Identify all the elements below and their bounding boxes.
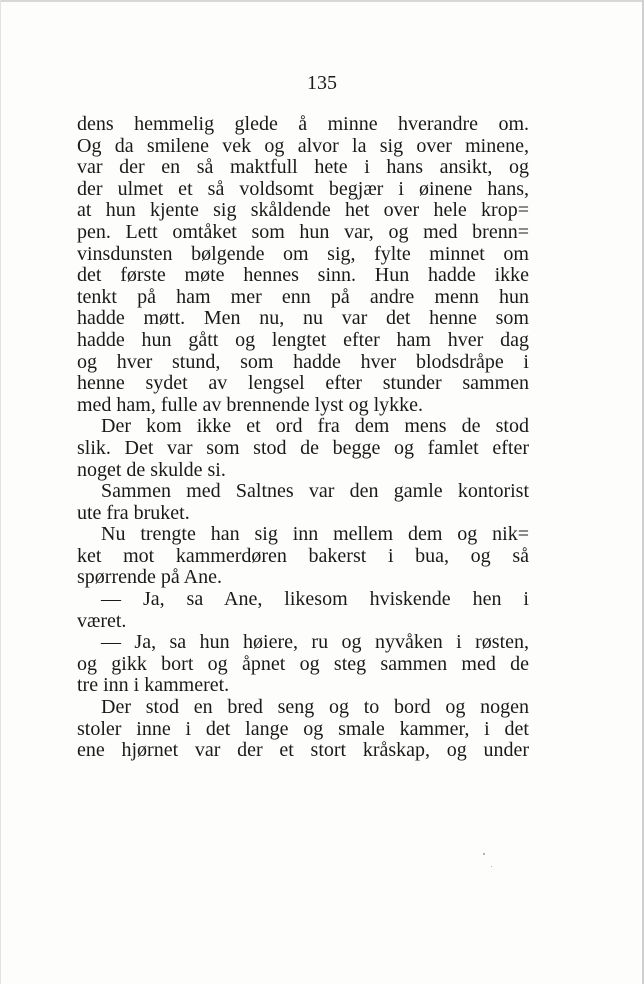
- text-line: at hun kjente sig skåldende het over hele krop=: [77, 199, 529, 222]
- text-line: ute fra bruket.: [77, 501, 190, 524]
- body-text: [77, 114, 529, 762]
- text-line: noget de skulde si.: [77, 458, 226, 481]
- text-line: spørrende på Ane.: [77, 566, 222, 589]
- text-line: slik. Det var som stod de begge og famlet efter: [77, 436, 529, 459]
- text-line: Der stod en bred seng og to bord og nogen: [101, 696, 529, 719]
- text-line: dens hemmelig glede å minne hverandre om.: [77, 113, 529, 135]
- text-line: ket mot kammerdøren bakerst i bua, og så: [77, 544, 529, 567]
- text-line: tre inn i kammeret.: [77, 674, 230, 697]
- scan-edge-top: [0, 0, 644, 2]
- text-line: Og da smilene vek og alvor la sig over minene,: [77, 134, 529, 157]
- text-line: hadde hun gått og lengtet efter ham hver dag: [77, 328, 529, 351]
- scan-edge-left: [0, 0, 1, 984]
- text-line: Sammen med Saltnes var den gamle kontorist: [101, 480, 529, 503]
- text-line: Der kom ikke et ord fra dem mens de stod: [101, 415, 529, 438]
- text-line: med ham, fulle av brennende lyst og lykke.: [77, 393, 424, 416]
- text-line: — Ja, sa Ane, likesom hviskende hen i: [101, 588, 529, 611]
- text-line: vinsdunsten bølgende om sig, fylte minnet om: [77, 242, 529, 265]
- text-line: og hver stund, som hadde hver blodsdråpe i: [77, 350, 529, 373]
- text-line: tenkt på ham mer enn på andre menn hun: [77, 285, 529, 308]
- text-line: ene hjørnet var der et stort kråskap, og under: [77, 739, 529, 762]
- text-line: det første møte hennes sinn. Hun hadde ikke: [77, 264, 529, 287]
- scan-speck: [483, 853, 485, 855]
- text-line: været.: [77, 609, 127, 632]
- text-line: og gikk bort og åpnet og steg sammen med de: [77, 652, 529, 675]
- text-line: pen. Lett omtåket som hun var, og med brenn=: [77, 220, 529, 243]
- text-line: — Ja, sa hun høiere, ru og nyvåken i røsten,: [101, 631, 529, 654]
- text-line: der ulmet et så voldsomt begjær i øinene hans,: [77, 177, 529, 200]
- text-line: var der en så maktfull hete i hans ansikt, og: [77, 156, 529, 179]
- scan-speck: [491, 866, 492, 867]
- text-line: stoler inne i det lange og smale kammer, i det: [77, 717, 529, 740]
- page-number: 135: [307, 72, 337, 94]
- text-line: henne sydet av lengsel efter stunder sammen: [77, 372, 529, 395]
- text-line: hadde møtt. Men nu, nu var det henne som: [77, 307, 529, 330]
- text-line: Nu trengte han sig inn mellem dem og nik=: [101, 523, 529, 546]
